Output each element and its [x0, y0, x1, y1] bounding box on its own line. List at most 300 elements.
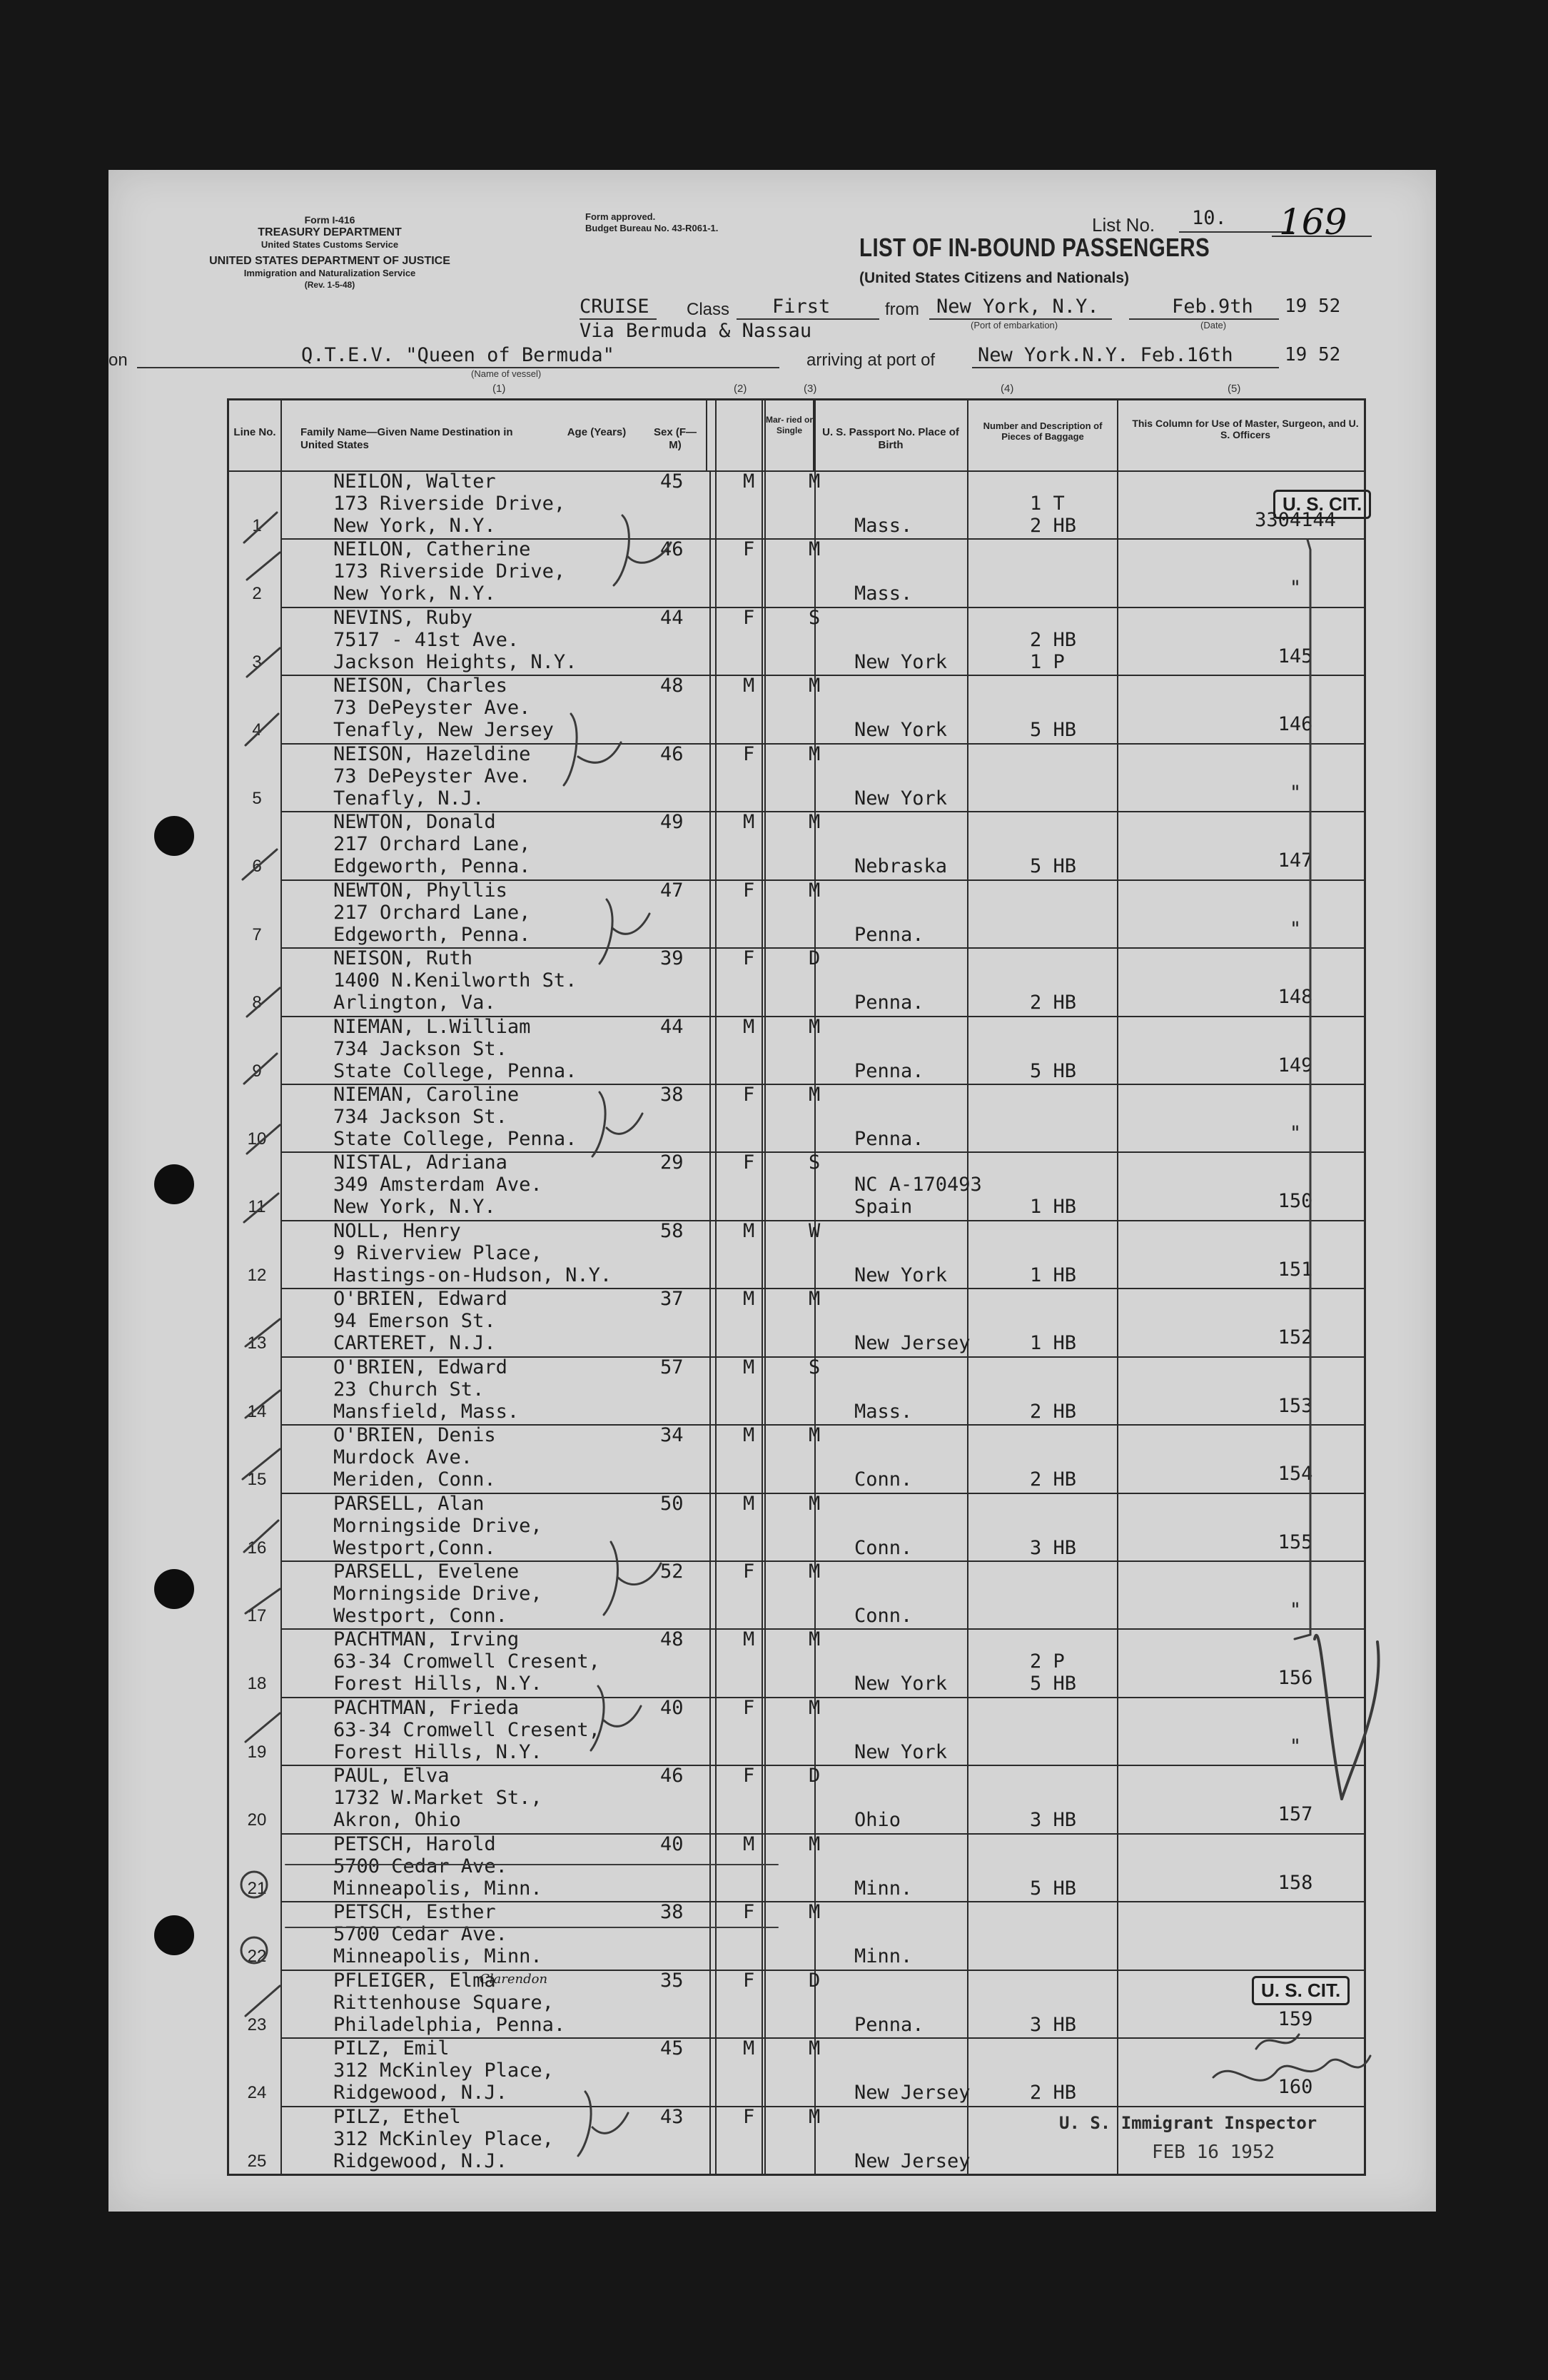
line-number: 3: [252, 652, 262, 672]
passenger-name: PFLEIGER, Elma: [333, 1969, 496, 1992]
officer-note: 155: [1278, 1531, 1313, 1553]
date-caption: (Date): [1200, 320, 1227, 331]
on-label: on: [108, 351, 128, 370]
col-header-age: Age (Years): [567, 426, 627, 438]
passenger-age: 43: [660, 2105, 684, 2128]
passenger-marital: S: [809, 1151, 821, 1174]
passenger-sex: M: [743, 811, 755, 834]
line-number: 13: [247, 1333, 267, 1353]
passenger-age: 38: [660, 1083, 684, 1106]
passenger-address-street: Murdock Ave.: [333, 1446, 473, 1469]
passenger-age: 49: [660, 811, 684, 834]
passenger-age: 40: [660, 1832, 684, 1855]
col-header-sex: Sex (F—M): [653, 426, 697, 451]
col-num-4: (4): [1001, 383, 1014, 395]
passenger-name: PARSELL, Evelene: [333, 1560, 520, 1583]
passenger-age: 37: [660, 1288, 684, 1311]
passenger-sex: F: [743, 606, 755, 629]
line-number: 4: [252, 720, 262, 740]
line-number: 5: [252, 788, 262, 808]
birth-place: Ohio: [854, 1809, 901, 1832]
passenger-address-city: Edgeworth, Penna.: [333, 855, 531, 878]
from-label: from: [885, 300, 919, 319]
passenger-marital: M: [809, 1696, 821, 1719]
port-caption: (Port of embarkation): [971, 320, 1058, 331]
table-row: [229, 1630, 1364, 1698]
passenger-address-street: 5700 Cedar Ave.: [333, 1923, 507, 1946]
passenger-age: 46: [660, 742, 684, 765]
form-revision: (Rev. 1-5-48): [304, 280, 355, 290]
passenger-age: 40: [660, 1696, 684, 1719]
passenger-address-city: Mansfield, Mass.: [333, 1400, 520, 1423]
passenger-name: NEVINS, Ruby: [333, 606, 473, 629]
col-num-2: (2): [734, 383, 747, 395]
class-label: Class: [687, 300, 730, 319]
passenger-address-city: Tenafly, New Jersey: [333, 719, 554, 742]
officer-note: ": [1289, 917, 1302, 940]
form-approval: [585, 211, 718, 234]
passenger-sex: M: [743, 2037, 755, 2060]
passenger-marital: M: [809, 1083, 821, 1106]
passenger-name: O'BRIEN, Edward: [333, 1356, 507, 1378]
line-number: 19: [247, 1742, 267, 1762]
passenger-marital: M: [809, 538, 821, 561]
passenger-name: NEISON, Ruth: [333, 947, 473, 970]
passenger-address-city: State College, Penna.: [333, 1127, 577, 1150]
table-row: [229, 1017, 1364, 1085]
baggage-line-2: 2 HB: [1030, 2082, 1077, 2104]
baggage-line-2: 2 HB: [1030, 1468, 1077, 1491]
passenger-address-city: Forest Hills, N.Y.: [333, 1740, 542, 1763]
passenger-address-street: Morningside Drive,: [333, 1583, 542, 1605]
line-number: 25: [247, 2151, 267, 2171]
passenger-age: 38: [660, 1901, 684, 1924]
table-row: [229, 676, 1364, 744]
passenger-address-street: 217 Orchard Lane,: [333, 901, 531, 924]
passenger-marital: M: [809, 742, 821, 765]
passenger-age: 58: [660, 1219, 684, 1242]
passenger-address-city: CARTERET, N.J.: [333, 1332, 496, 1355]
list-no-value: 10.: [1192, 207, 1227, 229]
line-number: 11: [248, 1197, 266, 1217]
passenger-address-street: 73 DePeyster Ave.: [333, 765, 531, 787]
table-row: [229, 1221, 1364, 1289]
baggage-line-2: 3 HB: [1030, 1536, 1077, 1559]
passenger-sex: M: [743, 1356, 755, 1378]
passenger-age: 47: [660, 879, 684, 902]
birth-place: New York: [854, 1673, 948, 1695]
passenger-age: 45: [660, 470, 684, 493]
passenger-sex: F: [743, 1901, 755, 1924]
officer-note: 157: [1278, 1803, 1313, 1826]
passenger-marital: M: [809, 811, 821, 834]
table-row: [229, 1766, 1364, 1834]
binder-hole: [154, 1164, 194, 1204]
passenger-name: NEWTON, Donald: [333, 811, 496, 834]
birth-place: Minn.: [854, 1945, 913, 1968]
birth-place: New Jersey: [854, 2082, 971, 2104]
table-row: [229, 1562, 1364, 1630]
table-row: [229, 2039, 1364, 2107]
passenger-age: 57: [660, 1356, 684, 1378]
passenger-name: O'BRIEN, Edward: [333, 1288, 507, 1311]
baggage-line-1: 2 P: [1030, 1650, 1065, 1673]
birth-place: New York: [854, 650, 948, 673]
department-justice-sub: Immigration and Naturalization Service: [243, 268, 416, 278]
line-number: 20: [247, 1810, 267, 1830]
passenger-sex: M: [743, 1288, 755, 1311]
passenger-sex: F: [743, 1083, 755, 1106]
passenger-address-city: Philadelphia, Penna.: [333, 2013, 566, 2036]
birth-place: Mass.: [854, 515, 913, 537]
table-row: [229, 812, 1364, 880]
officer-note: 3304144: [1255, 509, 1336, 531]
passenger-address-street: 173 Riverside Drive,: [333, 560, 566, 583]
passenger-name: NEISON, Hazeldine: [333, 742, 531, 765]
table-row: [229, 1902, 1364, 1970]
binder-hole: [154, 1569, 194, 1609]
line-number: 21: [247, 1878, 267, 1898]
arrival-year: 19 52: [1285, 344, 1341, 365]
voyage-type: CRUISE: [580, 296, 649, 318]
passenger-name: PARSELL, Alan: [333, 1492, 485, 1515]
birth-place: Penna.: [854, 923, 924, 946]
passenger-marital: M: [809, 1492, 821, 1515]
passenger-age: 29: [660, 1151, 684, 1174]
passenger-address-city: State College, Penna.: [333, 1059, 577, 1082]
officer-note: 150: [1278, 1190, 1313, 1213]
line-number: 7: [252, 924, 262, 944]
col-header-name: Family Name—Given Name Destination in United States: [300, 426, 513, 451]
passenger-age: 34: [660, 1424, 684, 1447]
officer-note: 149: [1278, 1054, 1313, 1076]
officer-note: ": [1289, 1121, 1302, 1144]
officer-note: 159: [1278, 2007, 1313, 2030]
passenger-marital: D: [809, 1969, 821, 1992]
col-header-baggage: Number and Description of Pieces of Baggage: [983, 420, 1103, 442]
officer-note: 154: [1278, 1463, 1313, 1486]
passenger-age: 39: [660, 947, 684, 970]
birth-place: Mass.: [854, 1400, 913, 1423]
passenger-address-street: 1400 N.Kenilworth St.: [333, 969, 577, 992]
inspector-stamp: U. S. Immigrant Inspector: [1059, 2113, 1317, 2133]
table-row: [229, 949, 1364, 1017]
baggage-line-2: 5 HB: [1030, 855, 1077, 878]
passport-number: NC A-170493: [854, 1174, 982, 1196]
table-row: [229, 1698, 1364, 1766]
approval-text: Form approved.: [585, 211, 656, 222]
passenger-marital: M: [809, 879, 821, 902]
inspector-date-stamp: FEB 16 1952: [1152, 2142, 1275, 2163]
line-number: 1: [252, 516, 262, 535]
birth-place: New York: [854, 719, 948, 742]
birth-place: Conn.: [854, 1605, 913, 1628]
line-number: 16: [247, 1538, 267, 1558]
passenger-address-city: Westport, Conn.: [333, 1605, 507, 1628]
passenger-name: NEILON, Catherine: [333, 538, 531, 561]
handwritten-note: Clarendon: [480, 1972, 548, 1987]
arrival-port: New York.N.Y. Feb.16th: [978, 344, 1233, 366]
baggage-line-2: 5 HB: [1030, 1673, 1077, 1695]
passenger-sex: F: [743, 538, 755, 561]
passenger-sex: F: [743, 1151, 755, 1174]
line-number: 24: [247, 2083, 267, 2103]
officer-note: 147: [1278, 849, 1313, 872]
passenger-marital: D: [809, 1765, 821, 1787]
passenger-address-city: Arlington, Va.: [333, 992, 496, 1014]
table-row: [229, 1494, 1364, 1562]
passenger-address-city: New York, N.Y.: [333, 583, 496, 605]
baggage-line-2: 5 HB: [1030, 1059, 1077, 1082]
passenger-address-city: Hastings-on-Hudson, N.Y.: [333, 1264, 612, 1286]
baggage-line-2: 1 HB: [1030, 1196, 1077, 1219]
passenger-name: O'BRIEN, Denis: [333, 1424, 496, 1447]
passenger-marital: M: [809, 1901, 821, 1924]
handwritten-page-number: 169: [1279, 201, 1347, 243]
passenger-name: PILZ, Ethel: [333, 2105, 461, 2128]
birth-place: Conn.: [854, 1468, 913, 1491]
arriving-label: arriving at port of: [806, 351, 936, 370]
passenger-name: PAUL, Elva: [333, 1765, 450, 1787]
passenger-marital: W: [809, 1219, 821, 1242]
passenger-marital: M: [809, 1832, 821, 1855]
passenger-age: 44: [660, 1015, 684, 1038]
line-number: 9: [252, 1061, 262, 1081]
officer-note: ": [1289, 781, 1302, 804]
table-row: [229, 1426, 1364, 1493]
passenger-sex: F: [743, 742, 755, 765]
list-no-label: List No.: [1092, 214, 1155, 236]
department-treasury: TREASURY DEPARTMENT: [258, 226, 402, 238]
passenger-name: PETSCH, Esther: [333, 1901, 496, 1924]
department-justice: UNITED STATES DEPARTMENT OF JUSTICE: [209, 255, 450, 267]
passenger-marital: S: [809, 606, 821, 629]
passenger-address-street: 312 McKinley Place,: [333, 2127, 554, 2150]
passenger-marital: M: [809, 1015, 821, 1038]
passenger-address-street: 7517 - 41st Ave.: [333, 628, 520, 651]
table-row: [229, 881, 1364, 949]
birth-place: Minn.: [854, 1877, 913, 1900]
passenger-age: 45: [660, 2037, 684, 2060]
passenger-address-city: Jackson Heights, N.Y.: [333, 650, 577, 673]
officer-note: 153: [1278, 1394, 1313, 1417]
passenger-age: 44: [660, 606, 684, 629]
passenger-name: NIEMAN, Caroline: [333, 1083, 520, 1106]
officer-note: 156: [1278, 1667, 1313, 1690]
passenger-sex: F: [743, 1560, 755, 1583]
passenger-marital: M: [809, 675, 821, 697]
voyage-route: Via Bermuda & Nassau: [580, 320, 812, 342]
passenger-age: 50: [660, 1492, 684, 1515]
passenger-sex: M: [743, 1015, 755, 1038]
passenger-address-city: Meriden, Conn.: [333, 1468, 496, 1491]
passenger-sex: F: [743, 1765, 755, 1787]
baggage-line-2: 1 P: [1030, 650, 1065, 673]
passenger-age: 48: [660, 1628, 684, 1651]
us-citizen-stamp-2: U. S. CIT.: [1252, 1976, 1350, 2005]
birth-place: New Jersey: [854, 1332, 971, 1355]
officer-note: 146: [1278, 713, 1313, 736]
document-subtitle: (United States Citizens and Nationals): [859, 270, 1130, 286]
passenger-marital: M: [809, 1628, 821, 1651]
baggage-line-2: 2 HB: [1030, 992, 1077, 1014]
passenger-marital: M: [809, 1560, 821, 1583]
passenger-marital: M: [809, 1424, 821, 1447]
baggage-line-2: 5 HB: [1030, 719, 1077, 742]
passenger-address-street: Rittenhouse Square,: [333, 1991, 554, 2014]
table-row: [229, 1971, 1364, 2039]
passenger-address-street: 349 Amsterdam Ave.: [333, 1174, 542, 1196]
birth-place: New York: [854, 1740, 948, 1763]
officer-note: 160: [1278, 2076, 1313, 2099]
passenger-address-city: Edgeworth, Penna.: [333, 923, 531, 946]
officer-note: 148: [1278, 986, 1313, 1009]
table-row: [229, 1153, 1364, 1221]
col-header-officers: This Column for Use of Master, Surgeon, and U. S. Officers: [1132, 418, 1359, 440]
line-number: 10: [247, 1129, 267, 1149]
passenger-address-city: Tenafly, N.J.: [333, 787, 485, 810]
passenger-sex: M: [743, 675, 755, 697]
passenger-sex: M: [743, 1832, 755, 1855]
col-num-3: (3): [804, 383, 817, 395]
line-number: 8: [252, 993, 262, 1013]
form-number: Form I-416: [304, 214, 355, 226]
officer-note: 145: [1278, 645, 1313, 667]
line-number: 17: [247, 1606, 267, 1626]
passenger-address-street: 217 Orchard Lane,: [333, 833, 531, 856]
officer-note: ": [1289, 1599, 1302, 1622]
vessel-caption: (Name of vessel): [471, 368, 542, 379]
passenger-sex: M: [743, 1492, 755, 1515]
baggage-line-2: 2 HB: [1030, 1400, 1077, 1423]
passenger-age: 52: [660, 1560, 684, 1583]
baggage-line-2: 1 HB: [1030, 1264, 1077, 1286]
birth-place: Spain: [854, 1196, 913, 1219]
col-header-married: Mar- ried or Single: [765, 415, 813, 435]
baggage-line-2: 1 HB: [1030, 1332, 1077, 1355]
passenger-address-city: Minneapolis, Minn.: [333, 1877, 542, 1900]
col-num-5: (5): [1228, 383, 1241, 395]
form-header-left: [208, 214, 451, 291]
passenger-sex: M: [743, 470, 755, 493]
passenger-address-city: New York, N.Y.: [333, 515, 496, 537]
birth-place: Penna.: [854, 992, 924, 1014]
line-number: 15: [247, 1470, 267, 1490]
line-number: 14: [247, 1401, 267, 1421]
passenger-address-street: 734 Jackson St.: [333, 1037, 507, 1060]
passenger-address-street: 63-34 Cromwell Cresent,: [333, 1650, 600, 1673]
line-number: 22: [247, 1947, 267, 1967]
passenger-age: 35: [660, 1969, 684, 1992]
passenger-address-city: Minneapolis, Minn.: [333, 1945, 542, 1968]
binder-hole: [154, 1915, 194, 1955]
passenger-sex: F: [743, 947, 755, 970]
passenger-sex: F: [743, 879, 755, 902]
passenger-address-street: 1732 W.Market St.,: [333, 1787, 542, 1810]
line-number: 18: [247, 1674, 267, 1694]
birth-place: Nebraska: [854, 855, 948, 878]
passenger-age: 48: [660, 675, 684, 697]
line-number: 12: [247, 1265, 267, 1285]
birth-place: Penna.: [854, 2013, 924, 2036]
baggage-line-2: 2 HB: [1030, 515, 1077, 537]
passenger-address-street: 5700 Cedar Ave.: [333, 1855, 507, 1877]
birth-place: New York: [854, 787, 948, 810]
passenger-address-street: Morningside Drive,: [333, 1514, 542, 1537]
passenger-name: PETSCH, Harold: [333, 1832, 496, 1855]
passenger-name: NIEMAN, L.William: [333, 1015, 531, 1038]
passenger-age: 46: [660, 538, 684, 561]
birth-place: Conn.: [854, 1536, 913, 1559]
passenger-marital: M: [809, 470, 821, 493]
table-row: [229, 1085, 1364, 1153]
passenger-address-street: 734 Jackson St.: [333, 1105, 507, 1128]
line-number: 23: [247, 2015, 267, 2034]
document-title: LIST OF IN-BOUND PASSENGERS: [859, 233, 1210, 262]
passenger-address-street: 73 DePeyster Ave.: [333, 697, 531, 720]
passenger-sex: M: [743, 1628, 755, 1651]
passenger-name: PILZ, Emil: [333, 2037, 450, 2060]
embarkation-port: New York, N.Y.: [936, 296, 1099, 318]
passenger-marital: S: [809, 1356, 821, 1378]
passenger-address-street: 312 McKinley Place,: [333, 2059, 554, 2082]
passenger-age: 46: [660, 1765, 684, 1787]
vessel-name: Q.T.E.V. "Queen of Bermuda": [301, 344, 614, 366]
passenger-sex: M: [743, 1219, 755, 1242]
passenger-name: PACHTMAN, Frieda: [333, 1696, 520, 1719]
passenger-address-city: Ridgewood, N.J.: [333, 2082, 507, 2104]
birth-place: New Jersey: [854, 2149, 971, 2172]
line-number: 2: [252, 584, 262, 604]
table-row: [229, 1289, 1364, 1357]
officer-note: 158: [1278, 1871, 1313, 1894]
passenger-name: PACHTMAN, Irving: [333, 1628, 520, 1651]
table-row: [229, 608, 1364, 676]
col-num-1: (1): [492, 383, 506, 395]
passenger-address-street: 23 Church St.: [333, 1378, 485, 1401]
birth-place: Penna.: [854, 1127, 924, 1150]
table-row: [229, 540, 1364, 607]
table-row: [229, 1358, 1364, 1426]
passenger-address-city: Westport,Conn.: [333, 1536, 496, 1559]
col-header-passport: U. S. Passport No. Place of Birth: [822, 426, 959, 451]
baggage-line-2: 3 HB: [1030, 1809, 1077, 1832]
baggage-line-1: 2 HB: [1030, 628, 1077, 651]
line-number: 6: [252, 857, 262, 877]
birth-place: Mass.: [854, 583, 913, 605]
passenger-name: NEWTON, Phyllis: [333, 879, 507, 902]
passenger-marital: D: [809, 947, 821, 970]
department-treasury-sub: United States Customs Service: [260, 239, 399, 250]
embarkation-date: Feb.9th: [1172, 296, 1253, 318]
passenger-address-street: 94 Emerson St.: [333, 1310, 496, 1333]
passenger-name: NOLL, Henry: [333, 1219, 461, 1242]
passenger-table: [227, 398, 1366, 2176]
passenger-marital: M: [809, 2037, 821, 2060]
passenger-sex: F: [743, 1969, 755, 1992]
passenger-sex: F: [743, 1696, 755, 1719]
passenger-address-street: 173 Riverside Drive,: [333, 493, 566, 515]
col-header-line: Line No.: [233, 426, 276, 438]
passenger-address-street: 9 Riverview Place,: [333, 1241, 542, 1264]
passenger-marital: M: [809, 1288, 821, 1311]
table-row: [229, 472, 1364, 540]
passenger-sex: M: [743, 1424, 755, 1447]
binder-hole: [154, 816, 194, 856]
table-row: [229, 1832, 1364, 1902]
budget-bureau-text: Budget Bureau No. 43-R061-1.: [585, 223, 719, 233]
baggage-line-2: 3 HB: [1030, 2013, 1077, 2036]
